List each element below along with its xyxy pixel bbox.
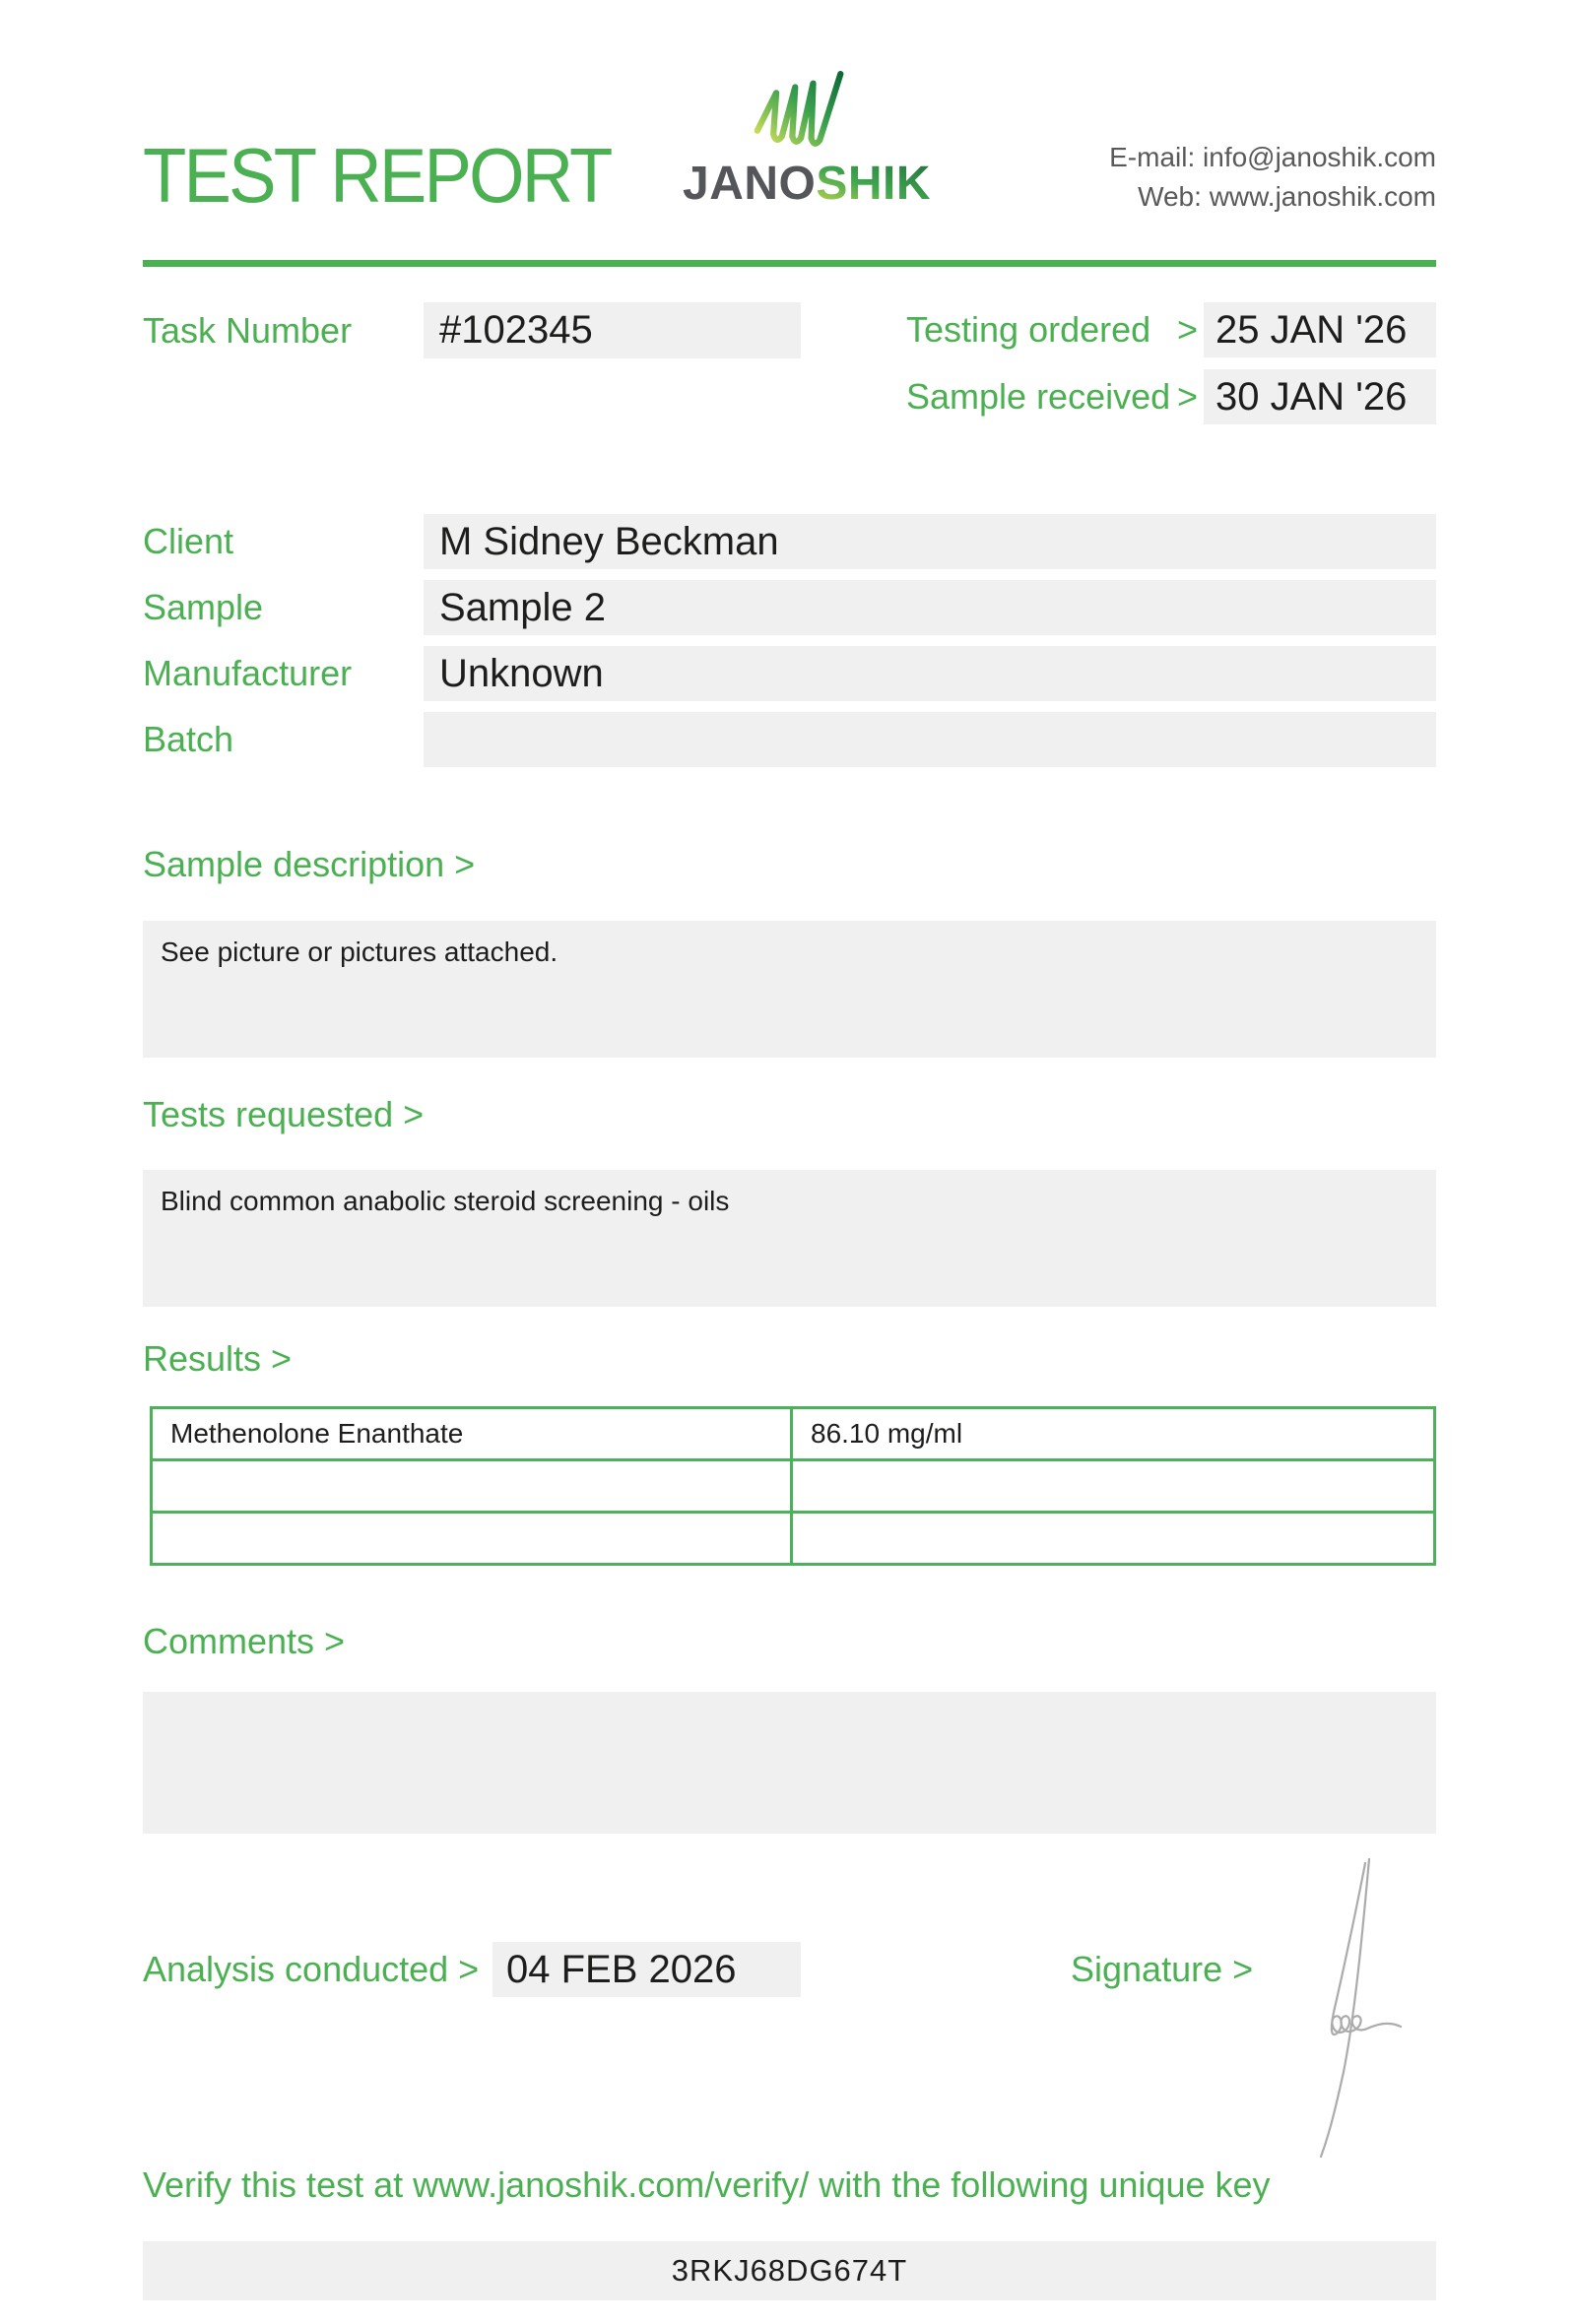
verify-key: 3RKJ68DG674T [143, 2241, 1436, 2300]
contact-web: Web: www.janoshik.com [1138, 181, 1436, 212]
manufacturer-label: Manufacturer [143, 653, 353, 693]
tests-requested-box: Blind common anabolic steroid screening - oils [143, 1170, 1436, 1307]
result-value-cell [792, 1460, 1435, 1513]
sample-description-heading: Sample description > [143, 844, 476, 884]
sample-received-label [906, 369, 1198, 424]
sample-received-text: Sample received [906, 376, 1171, 417]
analysis-conducted-value: 04 FEB 2026 [492, 1942, 801, 1997]
brand-text [683, 158, 932, 210]
task-number-label: Task Number [143, 310, 353, 351]
testing-ordered-value: 25 JAN '26 [1204, 302, 1436, 357]
tests-requested-heading: Tests requested > [143, 1094, 425, 1134]
results-table [150, 1406, 1436, 1566]
sample-label: Sample [143, 587, 264, 627]
manufacturer-value: Unknown [424, 646, 1436, 701]
result-row [152, 1513, 1435, 1565]
comments-box [143, 1692, 1436, 1834]
task-number-value: #102345 [424, 302, 801, 358]
page-title: TEST REPORT [143, 132, 611, 219]
client-label: Client [143, 521, 234, 561]
results-heading: Results > [143, 1338, 293, 1379]
signature-label: Signature > [1071, 1949, 1254, 1989]
result-value-cell [792, 1513, 1435, 1565]
batch-label: Batch [143, 719, 234, 759]
contact-info [1109, 138, 1436, 217]
contact-email: E-mail: info@janoshik.com [1109, 142, 1436, 172]
result-analyte-cell [152, 1513, 792, 1565]
brand-logo [683, 71, 932, 210]
testing-ordered-text: Testing ordered [906, 309, 1151, 350]
result-analyte-cell: Methenolone Enanthate [152, 1408, 792, 1460]
header-divider-rule [143, 260, 1436, 267]
verify-instruction: Verify this test at www.janoshik.com/verify/ with the following unique key [143, 2164, 1271, 2205]
testing-ordered-label [906, 302, 1198, 357]
result-value-cell: 86.10 mg/ml [792, 1408, 1435, 1460]
batch-row [143, 712, 1436, 767]
chevron-right-icon: > [1176, 309, 1198, 350]
manufacturer-row [143, 646, 1436, 701]
result-row [152, 1408, 1435, 1460]
sample-row [143, 580, 1436, 635]
signature-image [1280, 1855, 1426, 2165]
batch-value [424, 712, 1436, 767]
sample-description-box: See picture or pictures attached. [143, 921, 1436, 1058]
result-analyte-cell [152, 1460, 792, 1513]
analysis-conducted-label: Analysis conducted > [143, 1949, 480, 1989]
client-value: M Sidney Beckman [424, 514, 1436, 569]
client-row [143, 514, 1436, 569]
sample-received-value: 30 JAN '26 [1204, 369, 1436, 424]
sample-value: Sample 2 [424, 580, 1436, 635]
growth-chart-icon [754, 71, 848, 154]
brand-text-prefix: JANO [683, 158, 817, 210]
info-fields [143, 514, 1436, 778]
result-row [152, 1460, 1435, 1513]
comments-heading: Comments > [143, 1621, 346, 1661]
chevron-right-icon: > [1176, 376, 1198, 417]
brand-text-suffix: SHIK [816, 158, 932, 210]
